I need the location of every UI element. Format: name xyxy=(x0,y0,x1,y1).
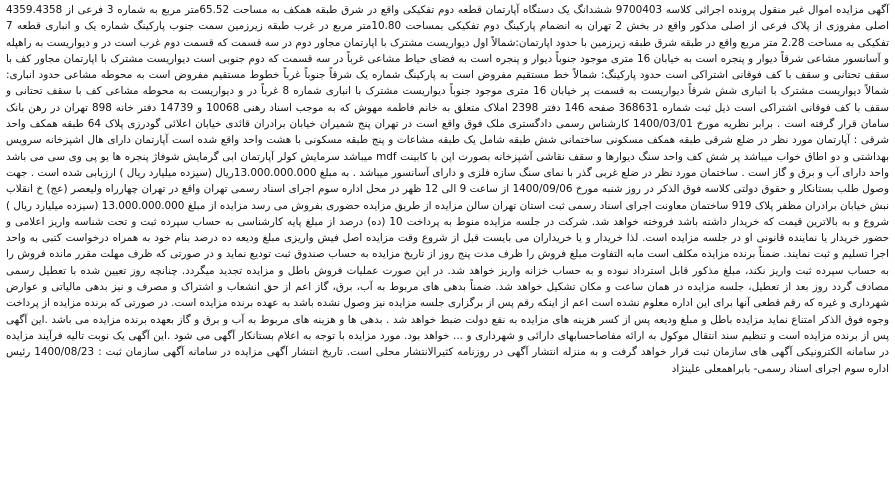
auction-notice-text: آگهی مزایده اموال غیر منقول پرونده اجرائی کلاسه 9700403 ششدانگ یک دستگاه آپارتمان قطعه دوم تفکیکی واقع در شرق طبقه همکف به مساحت 65.52متر مربع به شماره 3 فرعی از 4359.4358 اصلی مفروزی از پلاک فرعی از اصلی مذکور واقع در بخش 2 تهران به انضمام پارکینگ دوم تفکیکی بمساحت 10.80متر مربع در غرب طبقه زیرزمین سمت جنوب پارکینگ شماره یک و انباری قطعه 7 تفکیکی به مساحت 2.28 متر مربع واقع در طبقه شرق طبقه زیرزمین با حدود اپارتمان:شمالاً اول دیواریست مشترک با اپارتمان مجاور دوم در سه قسمت که قسمت دوم غرب است در و دیواریست به راهپله و آسانسور مشاعی شرقاً دیوار و پنجره است به خیابان 16 متری موجود جنوباً دیوار و پنجره است به فضای حیاط مشاعی غرباً در سه قسمت که دوم جنوبی است دیواریست مشترک با اپارتمان مجاور کف با سقف تحتانی و سقف با کف فوقانی اشتراکی است حدود پارکینگ: شمالاً خط مستقیم مفروض است به پارکینگ شماره یک شرقاً جنوباً غرباً خطوط مستقیم مفروض است به محوطه مشاعی حدود انباری: شمالاً دیواریست مشترک با انباری شش شرقاً دیواریست به قسمت پر خیابان 16 متری موجود جنوباً دیواریست مشترک با انباری شماره 8 غرباً در و دیواریست به محوطه مشاعی کف با سقف تحتانی و سقف با کف فوقانی اشتراکی است ذیل ثبت شماره 368631 صفحه 146 دفتر 2398 املاک متعلق به خانم فاطمه مهوش که به موجب اسناد رهنی 10068 و 14739 دفتر خانه 898 تهران در رهن بانک سامان قرار گرفته است . برابر نظریه مورخ 1400/03/01 کارشناس رسمی دادگستری ملک فوق واقع است در تهران پنج شمیران خیابان برادران قائدی خیابان اعلائی گودرزی پلاک 64 طبقه همکف واحد شرقی : آپارتمان مورد نظر در ضلع شرقی طبقه همکف مسکونی ساختمانی شش طبقه شامل یک طبقه مشاعات و پنج طبقه مسکونی با هشت واحد واقع شده است آپارتمان دارای هال اشپزخانه سرویس بهداشتی و دو اطاق خواب میباشد پر شش کف واحد سنگ دیوارها و سقف نقاشی آشپزخانه بصورت اپن با کابینت mdf میباشد سرمایش کولر آپارتمان ابی گرمایش شوفاژ پنجره ها یو پی وی سی می باشد واحد دارای آب و برق و گاز است . ساختمان مورد نظر در ضلع غربی گذر با نمای سنگ سازه فلزی و دارای آسانسور میباشد . به مبلغ 13.000.000.000ریال (سیزده میلیارد ریال ) ارزیابی شده است . جهت وصول طلب بستانکار و حقوق دولتی کلاسه فوق الذکر در روز شنبه مورخ 1400/09/06 از ساعت 9 الی 12 ظهر در محل اداره سوم اجرای اسناد رسمی تهران واقع در تهران چهارراه ولیعصر (عج) خ انقلاب نبش خیابان برادران مظفر پلاک 919 ساختمان معاونت اجرای اسناد رسمی ثبت استان تهران سالن مزایده از طریق مزایده حضوری بفروش می رسد مزایده از مبلغ 13.000.000.000 (سیزده میلیارد ریال ) شروع و به بالاترین قیمت که خریدار داشته باشد فروخته خواهد شد. شرکت در جلسه مزایده منوط به پرداخت 10 (ده) درصد از مبلغ پایه کارشناسی به حساب سپرده ثبت و تحت شناسه واریز اعلامی و حضور خریدار یا نماینده قانونی او در جلسه مزایده است. لذا خریدار و یا خریداران می بایست قبل از شروع وقت مزایده اصل فیش واریزی مبلغ ودیعه ده درصد بنام خود به همراه درخواست کتبی به واحد اجرا تسلیم و ثبت نمایند. ضمناً برنده مزایده مکلف است مابه التفاوت مبلغ فروش را ظرف مدت پنج روز از تاریخ مزایده به حساب صندوق ثبت تودیع نماید و در صورتی که ظرف مهلت مقرر مانده فروش را به حساب سپرده ثبت واریز نکند، مبلغ مذکور قابل استرداد نبوده و به حساب خزانه واریز خواهد شد. در این صورت عملیات فروش باطل و مزایده تجدید میگردد. چنانچه روز تعیین شده با تعطیل رسمی مصادف گردد روز بعد از تعطیل، جلسه مزایده در همان ساعت و مکان تشکیل خواهد شد. ضمناً بدهی های مربوط به آب، برق، گاز اعم از حق انشعاب و اشتراک و مصرف و نیز بدهی مالیاتی و عوارض شهرداری و غیره که رقم قطعی آنها برای این اداره معلوم نشده است اعم از اینکه رقم پس از برگزاری جلسه مزایده نیز وصول نشده باشد به عهده برنده مزایده است. در صورتی که برنده مزایده از پرداخت وجوه فوق الذکر امتناع نماید مزایده باطل و مبلغ ودیعه پس از کسر هزینه های مزایده به نفع دولت ضبط خواهد شد . بدهی ها و هزینه های مربوط به آب و برق و گاز بعهده برنده مزایده می باشد .این آگهی پس از برنده مزایده است و تنظیم سند انتقال موکول به ارائه مفاصاحسابهای دارائی و شهرداری و ... خواهد بود. مورد مزایده با توجه به اعلام بستانکار آگهی می شود .این آگهی یک نوبت تالیه فرآیند مزایده در سامانه الکترونیکی آگهی های سازمان ثبت قرار خواهد گرفت و به منزله انتشار آگهی در روزنامه کثیرالانتشار محلی است. تاریخ انتشار آگهی مزایده در سامانه آگهی سازمان ثبت : 1400/08/23 رئیس اداره سوم اجرای اسناد رسمی- بابراهمعلی علینژاد xyxy=(6,4,890,375)
